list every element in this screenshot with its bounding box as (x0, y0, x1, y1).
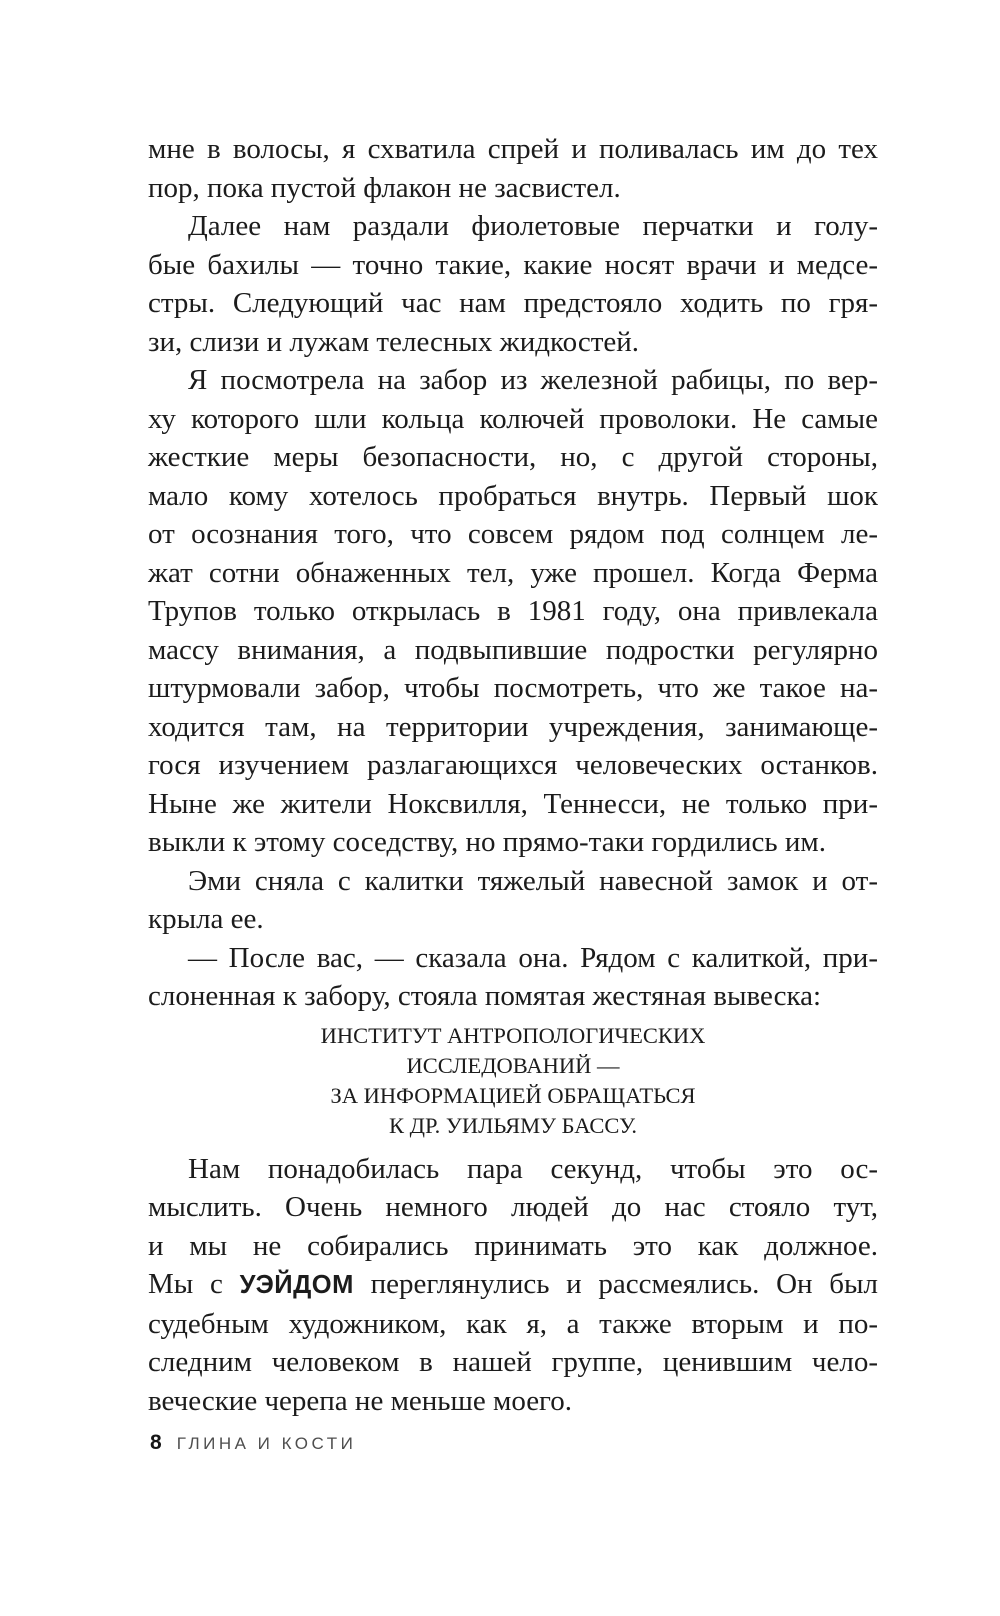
text-line: выкли к этому соседству, но прямо-таки гордились им. (148, 826, 826, 858)
text-line: и мы не собирались принимать это как должное. (148, 1229, 878, 1262)
text-line: мыслить. Очень немного людей до нас стояло тут, (148, 1191, 878, 1223)
text-line: Эми сняла с калитки тяжелый навесной замок и от- (188, 864, 878, 897)
text-line: следним человеком в нашей группе, ценившим чело- (148, 1346, 878, 1378)
text-line: Нам понадобилась пара секунд, чтобы это ос- (188, 1152, 878, 1185)
book-title: ГЛИНА И КОСТИ (176, 1434, 357, 1453)
text-run: Мы с (148, 1268, 240, 1300)
text-line: пор, пока пустой флакон не засвистел. (148, 171, 621, 204)
text-line: К ДР. УИЛЬЯМУ БАССУ. (388, 1112, 638, 1138)
text-line: Трупов только открылась в 1981 году, она привлекала (148, 595, 878, 627)
text-line: зи, слизи и лужам телесных жидкостей. (148, 325, 640, 358)
text-line: ходится там, на территории учреждения, занимающе- (148, 710, 878, 743)
text-line: Я посмотрела на забор из железной рабицы, по вер- (188, 364, 878, 396)
paragraph (148, 939, 878, 1016)
paragraph (148, 862, 878, 939)
page-text (148, 130, 878, 1420)
text-line: ИНСТИТУТ АНТРОПОЛОГИЧЕСКИХ (320, 1022, 706, 1048)
text-line (148, 1265, 878, 1305)
paragraph (148, 207, 878, 361)
paragraph (148, 130, 878, 207)
text-line: ИССЛЕДОВАНИЙ — (406, 1052, 620, 1078)
page-footer (150, 1431, 356, 1455)
paragraph (148, 1150, 878, 1421)
page-number: 8 (150, 1431, 162, 1454)
text-line: — После вас, — сказала она. Рядом с калиткой, при- (188, 941, 878, 974)
text-line: жесткие меры безопасности, но, с другой стороны, (148, 441, 878, 473)
text-line: веческие черепа не меньше моего. (148, 1384, 572, 1417)
text-line: Ныне же жители Ноксвилля, Теннесси, не только при- (148, 787, 878, 820)
text-line: жат сотни обнаженных тел, уже прошел. Когда Ферма (148, 556, 878, 589)
text-line: судебным художником, как я, а также вторым и по- (148, 1307, 878, 1340)
text-line: гося изучением разлагающихся человеческих останков. (148, 749, 878, 781)
text-line: ЗА ИНФОРМАЦИЕЙ ОБРАЩАТЬСЯ (330, 1082, 696, 1108)
paragraph (148, 361, 878, 862)
text-line: штурмовали забор, чтобы посмотреть, что же такое на- (148, 672, 878, 704)
text-line: массу внимания, а подвыпившие подростки регулярно (148, 633, 878, 666)
text-line: стры. Следующий час нам предстояло ходить по гря- (148, 287, 878, 319)
text-line: крыла ее. (148, 903, 264, 935)
text-line: мало кому хотелось пробраться внутрь. Первый шок (148, 479, 878, 512)
text-line: мне в волосы, я схватила спрей и поливалась им до тех (148, 133, 878, 165)
emphasized-name: УЭЙДОМ (239, 1271, 354, 1299)
text-line: Далее нам раздали фиолетовые перчатки и голу- (188, 210, 878, 242)
text-line: слоненная к забору, стояла помятая жестяная вывеска: (148, 980, 822, 1012)
text-line: ху которого шли кольца колючей проволоки. Не самые (148, 402, 878, 435)
sign-block (148, 1021, 878, 1141)
text-run: переглянулись и рассмеялись. Он был (353, 1268, 878, 1300)
text-line: бые бахилы — точно такие, какие носят врачи и медсе- (148, 248, 878, 281)
text-line: от осознания того, что совсем рядом под солнцем ле- (148, 518, 878, 550)
